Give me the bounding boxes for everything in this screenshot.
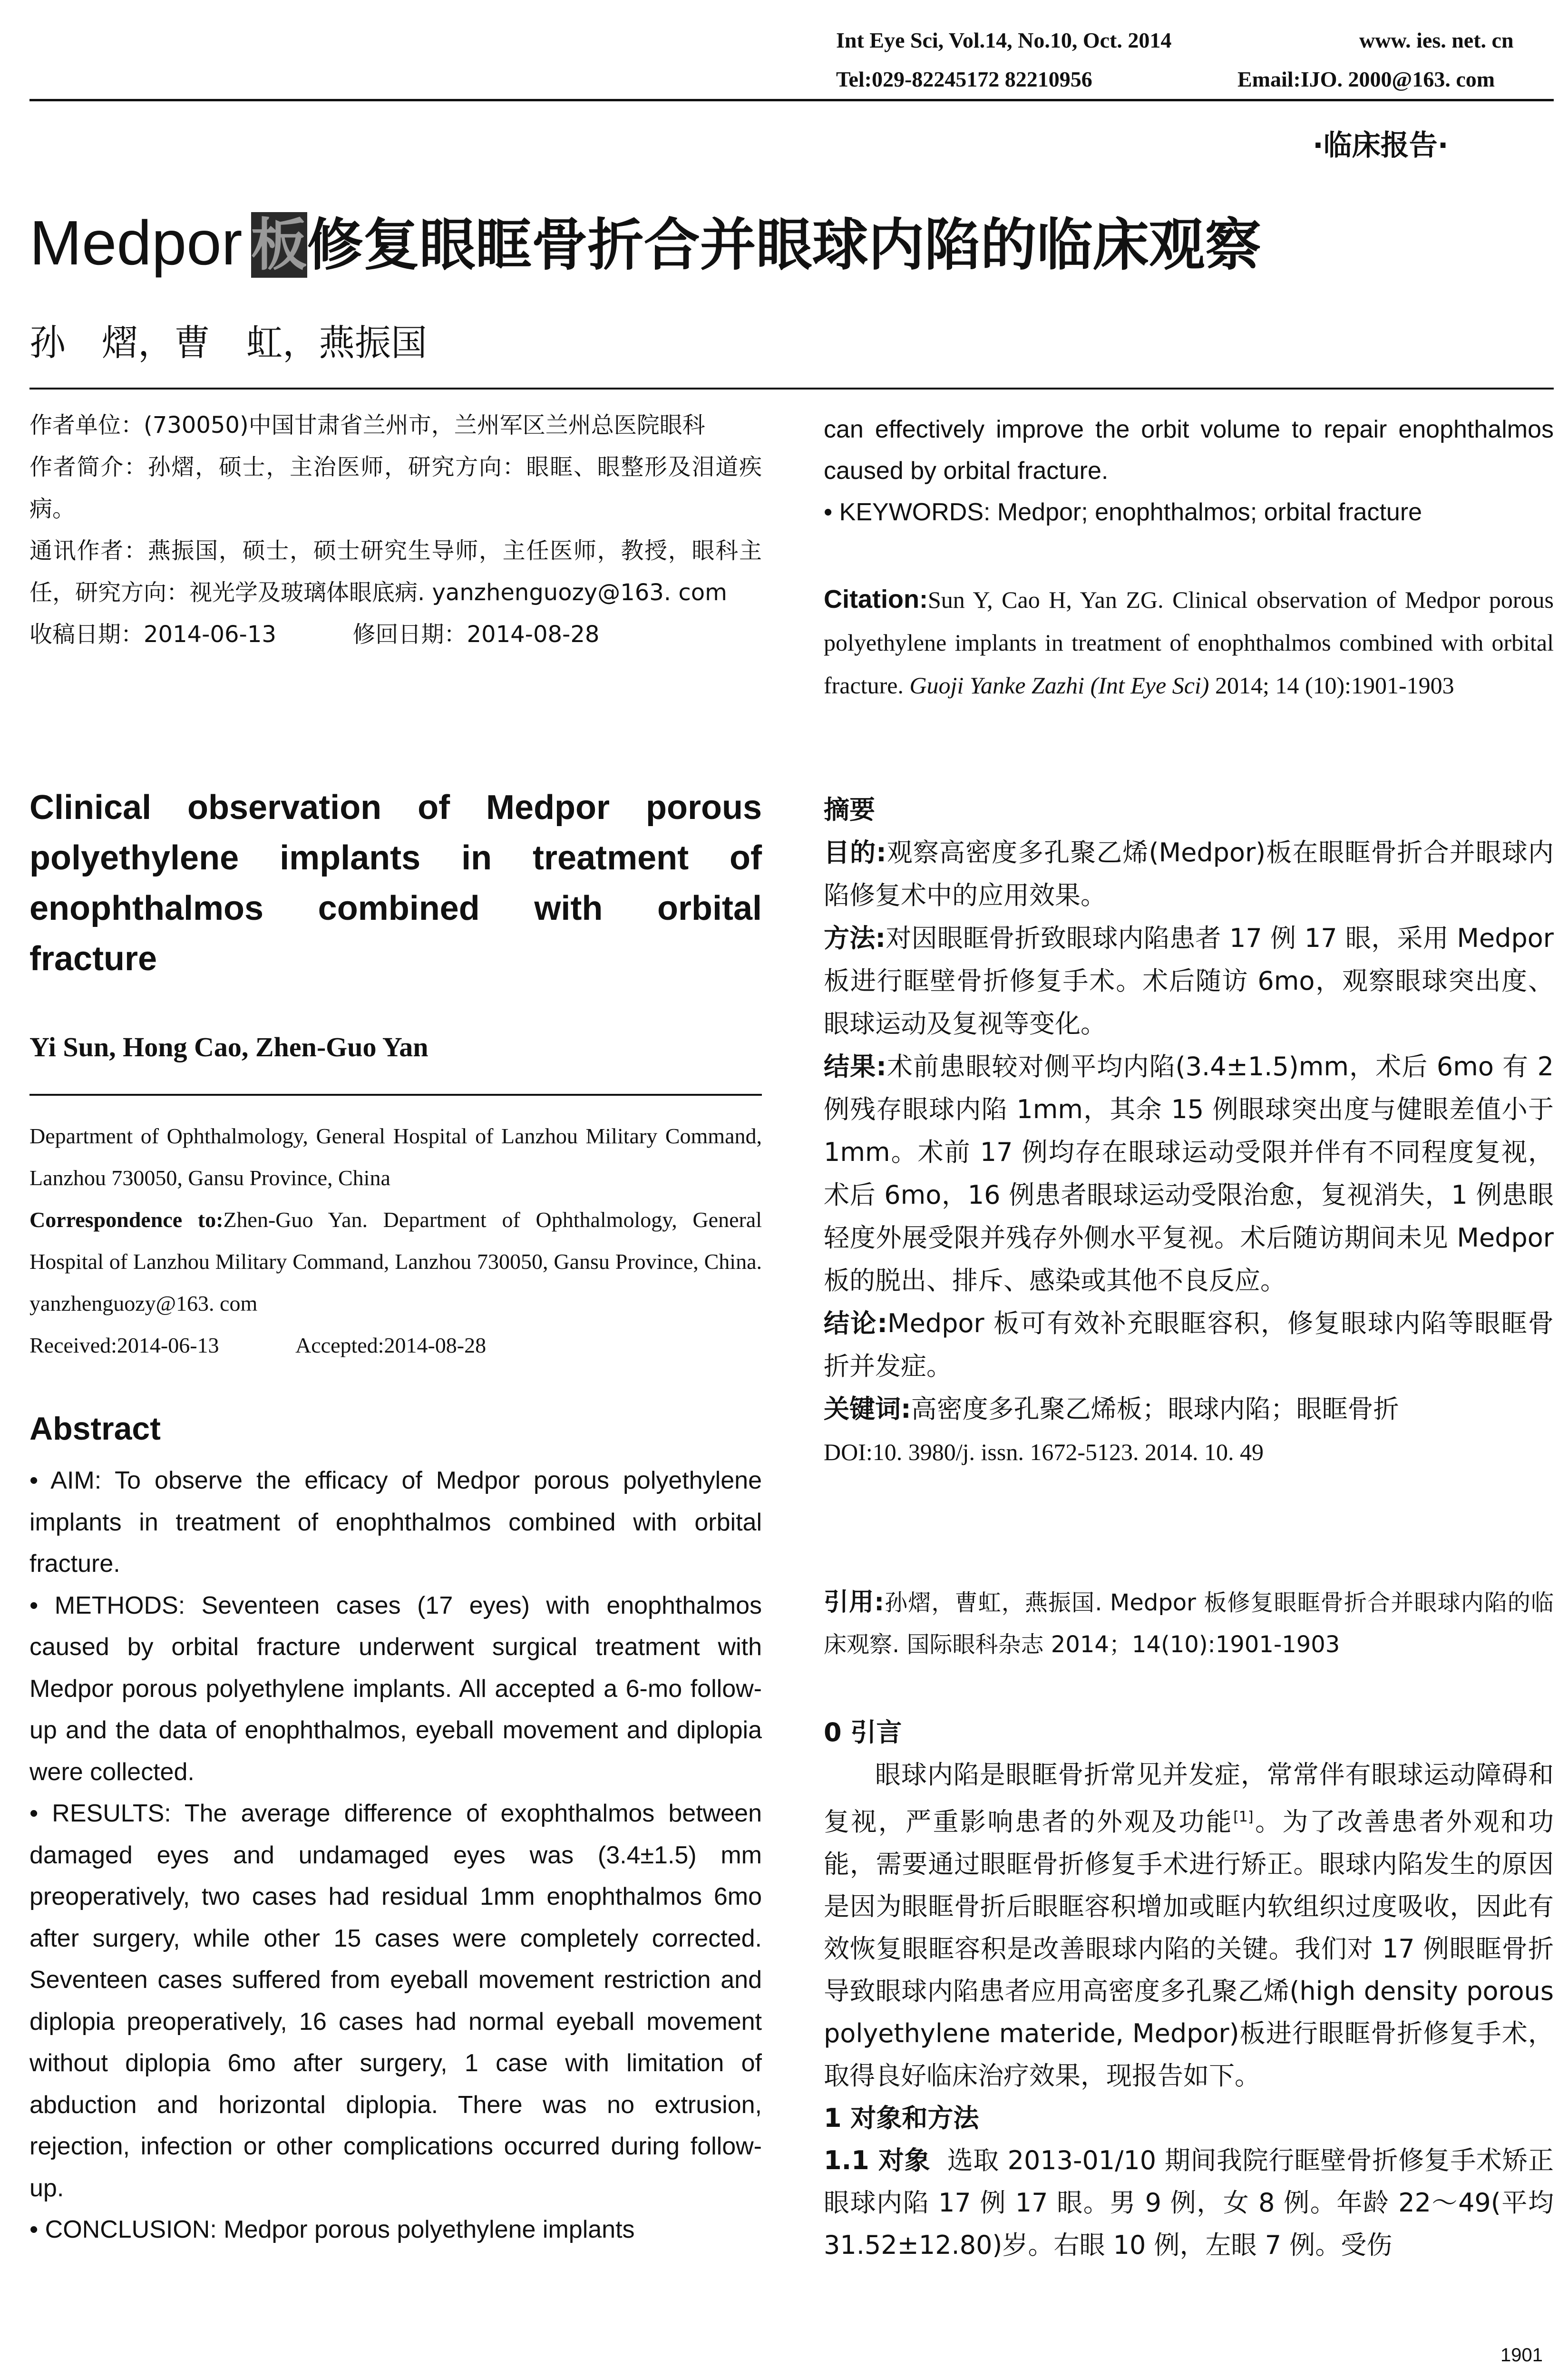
intro-heading: 0 引言	[824, 1717, 902, 1747]
cn-conclusion	[824, 1302, 1554, 1388]
english-affiliation	[29, 1115, 762, 1366]
corresponding-author: 通讯作者：燕振国，硕士，硕士研究生导师，主任医师，教授，眼科主任，研究方向：视光学及玻璃体眼底病. yanzhenguozy@163. com	[29, 537, 762, 606]
subjects-heading: 1.1 对象	[824, 2145, 931, 2175]
abstract-aim: • AIM: To observe the efficacy of Medpor porous polyethylene implants in treatment of enophthalmos combined with orbital fracture.	[29, 1467, 762, 1578]
journal-line: Int Eye Sci, Vol.14, No.10, Oct. 2014	[836, 28, 1172, 52]
abstract-methods: • METHODS: Seventeen cases (17 eyes) with enophthalmos caused by orbital fracture underwent surgical treatment with Medpor porous polyethylene implants. All accepted a 6-mo follow-up and the data of enophthalmos, eyeball movement and diplopia were collected.	[29, 1591, 762, 1786]
citation-tail: 2014; 14 (10):1901-1903	[1215, 672, 1454, 699]
intro-text-a: 眼球内陷是眼眶骨折常见并发症，常常伴有眼球运动障碍和复视，严重影响患者的外观及功能	[824, 1760, 1554, 1837]
dates-en	[29, 1325, 762, 1366]
subjects-paragraph	[824, 2139, 1554, 2266]
methods-heading: 1 对象和方法	[824, 2103, 979, 2133]
abstract-results: • RESULTS: The average difference of exophthalmos between damaged eyes and undamaged eyes was (3.4±1.5) mm preoperatively, two cases had residual 1mm enophthalmos 6mo after surgery, while other 15 cases were completely corrected. Seventeen cases suffered from eyeball movement restriction and diplopia preoperatively, 16 cases had normal eyeball movement without diplopia 6mo after surgery, 1 case with limitation of abduction and horizontal diplopia. There was no extrusion, rejection, infection or other complications occurred during follow-up.	[29, 1800, 762, 2202]
intro-reference: [1]	[1233, 1809, 1254, 1825]
citation-journal: Guoji Yanke Zazhi (Int Eye Sci)	[909, 672, 1209, 699]
cn-conclusion-label: 结论:	[824, 1308, 887, 1338]
cn-methods-text: 对因眼眶骨折致眼球内陷患者 17 例 17 眼，采用 Medpor 板进行眶壁骨折修复手术。术后随访 6mo，观察眼球突出度、眼球运动及复视等变化。	[824, 923, 1554, 1039]
intro-paragraph	[824, 1754, 1554, 2097]
authors-rule	[29, 1094, 762, 1096]
dates-cn	[29, 614, 762, 655]
article-body	[824, 1711, 1554, 2266]
abstract-heading: Abstract	[29, 1411, 161, 1447]
citation-text: Sun Y, Cao H, Yan ZG. Clinical observation of Medpor porous polyethylene implants in treatment of enophthalmos combined with orbital fracture.	[824, 586, 1554, 699]
journal-website: www. ies. net. cn	[1359, 28, 1514, 52]
cn-aim-label: 目的:	[824, 838, 886, 867]
correspondence-text: Zhen-Guo Yan. Department of Ophthalmology, General Hospital of Lanzhou Military Command, Lanzhou 730050, Gansu Province, China. yanzhenguozy@163. com	[29, 1208, 762, 1315]
chinese-citation	[824, 1581, 1554, 1666]
citation-label: Citation:	[824, 585, 928, 614]
revised-date-cn: 修回日期：2014-08-28	[352, 621, 600, 648]
cn-keywords	[824, 1388, 1554, 1431]
abstract-conclusion-cont: can effectively improve the orbit volume to repair enophthalmos caused by orbital fracture.	[824, 416, 1554, 485]
journal-email: Email:IJO. 2000@163. com	[1237, 67, 1495, 91]
cn-keywords-label: 关键词:	[824, 1394, 911, 1424]
correspondence-label: Correspondence to:	[29, 1208, 224, 1232]
journal-tel: Tel:029-82245172 82210956	[836, 67, 1092, 91]
cn-aim	[824, 831, 1554, 917]
cn-keywords-text: 高密度多孔聚乙烯板；眼球内陷；眼眶骨折	[911, 1394, 1399, 1424]
english-authors: Yi Sun, Hong Cao, Zhen-Guo Yan	[29, 1032, 429, 1062]
cn-methods-label: 方法:	[824, 923, 886, 953]
cn-abstract-heading: 摘要	[824, 795, 875, 825]
header-rule	[29, 99, 1554, 101]
chinese-abstract	[824, 789, 1554, 1473]
cn-results	[824, 1045, 1554, 1302]
title-rest: 修复眼眶骨折合并眼球内陷的临床观察	[307, 212, 1261, 278]
abstract-keywords: • KEYWORDS: Medpor; enophthalmos; orbital fracture	[824, 498, 1422, 526]
accepted-date-en: Accepted:2014-08-28	[295, 1333, 487, 1357]
title-latin: Medpor	[29, 208, 243, 278]
cn-cite-label: 引用:	[824, 1588, 885, 1617]
abstract-conclusion-start: • CONCLUSION: Medpor porous polyethylene implants	[29, 2216, 635, 2243]
author-profile: 作者简介：孙熠，硕士，主治医师，研究方向：眼眶、眼整形及泪道疾病。	[29, 454, 762, 522]
cn-results-text: 术前患眼较对侧平均内陷(3.4±1.5)mm，术后 6mo 有 2 例残存眼球内陷 1mm，其余 15 例眼球突出度与健眼差值小于 1mm。术前 17 例均存在眼球运动受限并伴有不同程度复视，术后 6mo，16 例患者眼球运动受限治愈，复视消失，1 例患眼轻度外展受限并残存外侧水平复视。术后随访期间未见 Medpor 板的脱出、排斥、感染或其他不良反应。	[824, 1052, 1554, 1296]
intro-text-b: 。为了改善患者外观和功能，需要通过眼眶骨折修复手术进行矫正。眼球内陷发生的原因是因为眼眶骨折后眼眶容积增加或眶内软组织过度吸收，因此有效恢复眼眶容积是改善眼球内陷的关键。我们对 17 例眼眶骨折导致眼球内陷患者应用高密度多孔聚乙烯(high density porous polyethylene materide, Medpor)板进行眼眶骨折修复手术，取得良好临床治疗效果，现报告如下。	[824, 1807, 1554, 2091]
english-abstract	[29, 1460, 762, 2251]
page-number: 1901	[1500, 2345, 1543, 2366]
department: Department of Ophthalmology, General Hospital of Lanzhou Military Command, Lanzhou 730050, Gansu Province, China	[29, 1124, 762, 1190]
citation	[824, 578, 1554, 707]
cn-aim-text: 观察高密度多孔聚乙烯(Medpor)板在眼眶骨折合并眼球内陷修复术中的应用效果。	[824, 838, 1554, 910]
author-info-cn	[29, 404, 762, 655]
english-title: Clinical observation of Medpor porous polyethylene implants in treatment of enophthalmos combined with orbital fracture	[29, 789, 762, 978]
correspondence	[29, 1199, 762, 1325]
cn-conclusion-text: Medpor 板可有效补充眼眶容积，修复眼球内陷等眼眶骨折并发症。	[824, 1308, 1554, 1381]
page-title	[29, 200, 1261, 281]
cn-methods	[824, 917, 1554, 1045]
section-label: ·临床报告·	[1313, 129, 1449, 162]
title-rule	[29, 388, 1554, 390]
cn-cite-text: 孙熠，曹虹，燕振国. Medpor 板修复眼眶骨折合并眼球内陷的临床观察. 国际眼科杂志 2014；14(10):1901-1903	[824, 1589, 1554, 1658]
cn-results-label: 结果:	[824, 1052, 886, 1081]
subjects-text: 选取 2013-01/10 期间我院行眶壁骨折修复手术矫正眼球内陷 17 例 17 眼。男 9 例，女 8 例。年龄 22～49(平均 31.52±12.80)岁。右眼 10 例，左眼 7 例。受伤	[824, 2145, 1554, 2260]
received-date-en: Received:2014-06-13	[29, 1333, 219, 1357]
author-unit: 作者单位：(730050)中国甘肃省兰州市，兰州军区兰州总医院眼科	[29, 412, 705, 438]
received-date-cn: 收稿日期：2014-06-13	[29, 621, 276, 648]
english-abstract-continued	[824, 409, 1554, 533]
doi: DOI:10. 3980/j. issn. 1672-5123. 2014. 10. 49	[824, 1439, 1264, 1465]
authors-cn: 孙 熠，曹 虹，燕振国	[29, 321, 427, 364]
title-highlight: 板	[251, 212, 307, 278]
